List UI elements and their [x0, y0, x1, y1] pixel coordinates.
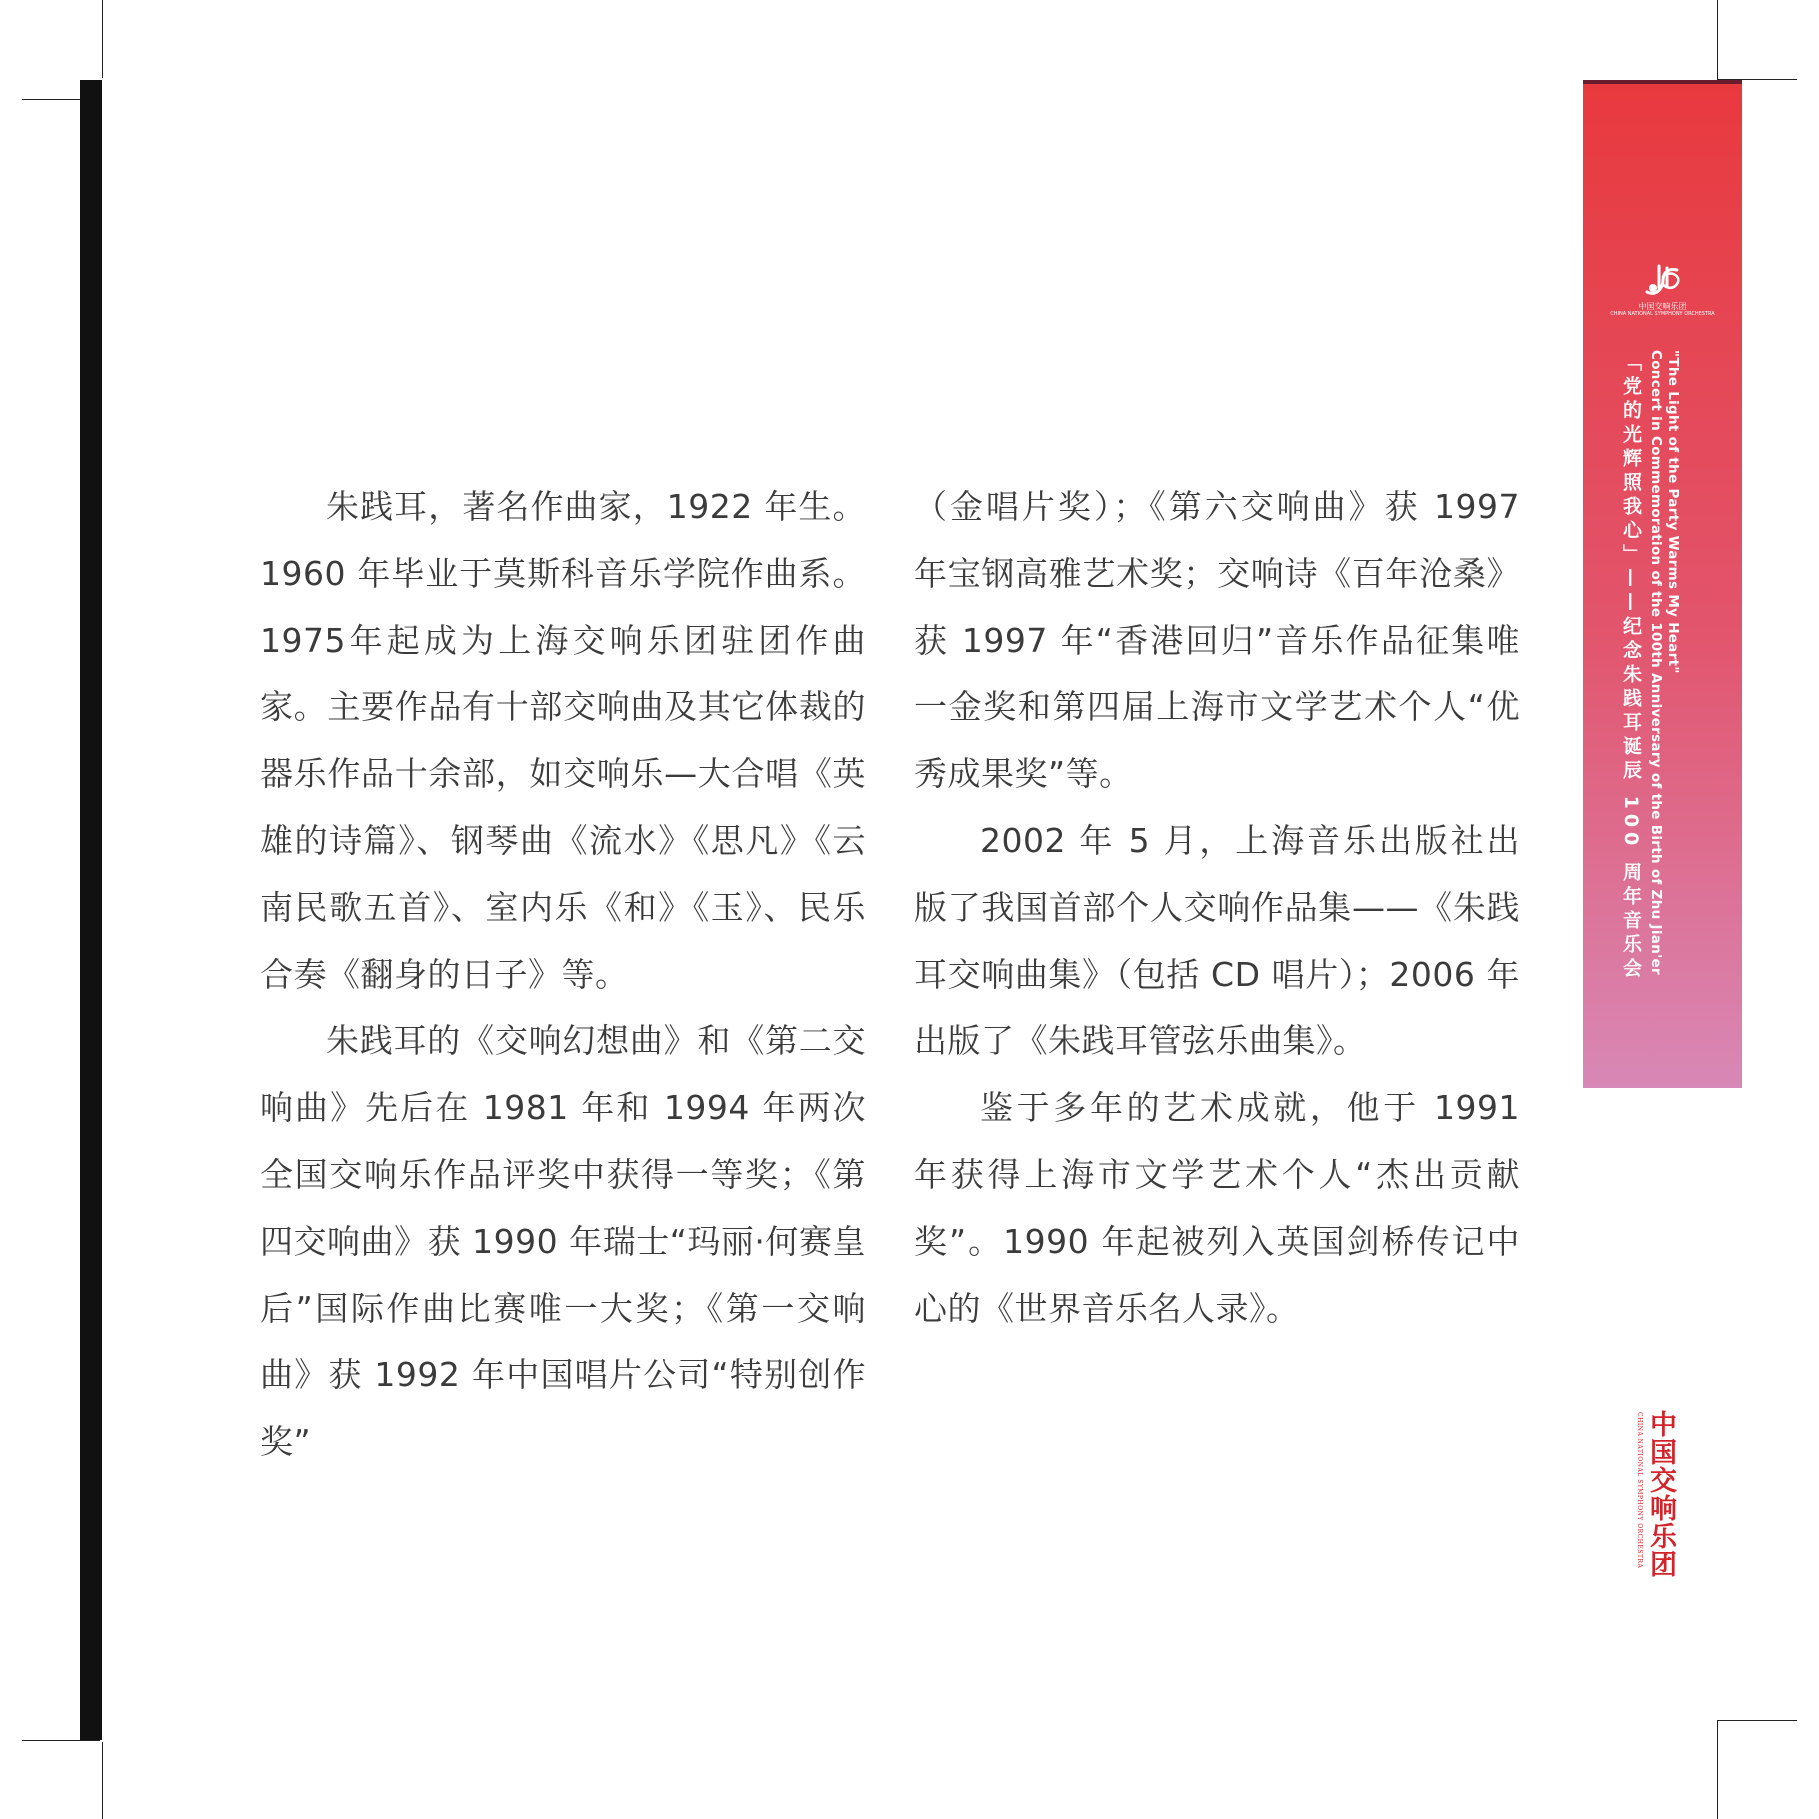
crop-mark — [102, 1742, 103, 1819]
orchestra-logo-icon — [1641, 262, 1685, 300]
paragraph: 2002 年 5 月，上海音乐出版社出版了我国首部个人交响作品集——《朱践耳交响曲集》（包括 CD 唱片）；2006 年出版了《朱践耳管弦乐曲集》。 — [914, 820, 1520, 1061]
page-spine — [80, 80, 102, 1740]
paragraph: 朱践耳的《交响幻想曲》和《第二交响曲》先后在 1981 年和 1994 年两次全国交响乐作品评奖中获得一等奖；《第四交响曲》获 1990 年瑞士“玛丽·何赛皇后”国际作曲比赛唯一大奖；《第一交响曲》获 1992 年中国唱片公司“特别创作奖” — [260, 1021, 866, 1462]
crop-mark — [22, 1740, 100, 1741]
orchestra-logo — [1583, 262, 1742, 317]
brand-name-cn: 中国交响乐团 — [1645, 1410, 1676, 1578]
concert-title-en-line1: "The Light of the Party Warms My Heart" — [1665, 350, 1681, 674]
logo-name-cn: 中国交响乐团 — [1638, 302, 1687, 311]
paragraph: 鉴于多年的艺术成就，他于 1991 年获得上海市文学艺术个人“杰出贡献奖”。1990 年起被列入英国剑桥传记中心的《世界音乐名人录》。 — [914, 1088, 1520, 1328]
crop-mark — [1717, 1720, 1718, 1819]
paragraph: （金唱片奖）；《第六交响曲》获 1997 年宝钢高雅艺术奖；交响诗《百年沧桑》获 1997 年“香港回归”音乐作品征集唯一金奖和第四届上海市文学艺术个人“优秀成果奖”等。 — [914, 487, 1520, 794]
paragraph: 朱践耳，著名作曲家，1922 年生。1960 年毕业于莫斯科音乐学院作曲系。1975年起成为上海交响乐团驻团作曲家。主要作品有十部交响曲及其它体裁的器乐作品十余部，如交响乐—大合唱《英雄的诗篇》、钢琴曲《流水》《思凡》《云南民歌五首》、室内乐《和》《玉》、民乐合奏《翻身的日子》等。 — [260, 487, 866, 994]
concert-title-en-line2: Concert in Commemoration of the 100th Anniversary of the Birth of Zhu Jian'er — [1648, 350, 1664, 975]
brand-name-en: CHINA NATIONAL SYMPHONY ORCHESTRA — [1636, 1412, 1643, 1569]
left-text-column — [260, 474, 866, 1476]
crop-mark — [1718, 1720, 1797, 1721]
right-text-column — [914, 474, 1520, 1342]
logo-name-en: CHINA NATIONAL SYMPHONY ORCHESTRA — [1610, 311, 1715, 317]
concert-title-cn: 「党的光辉照我心」——纪念朱践耳诞辰 100 周年音乐会 — [1620, 352, 1642, 982]
crop-mark — [102, 0, 103, 78]
